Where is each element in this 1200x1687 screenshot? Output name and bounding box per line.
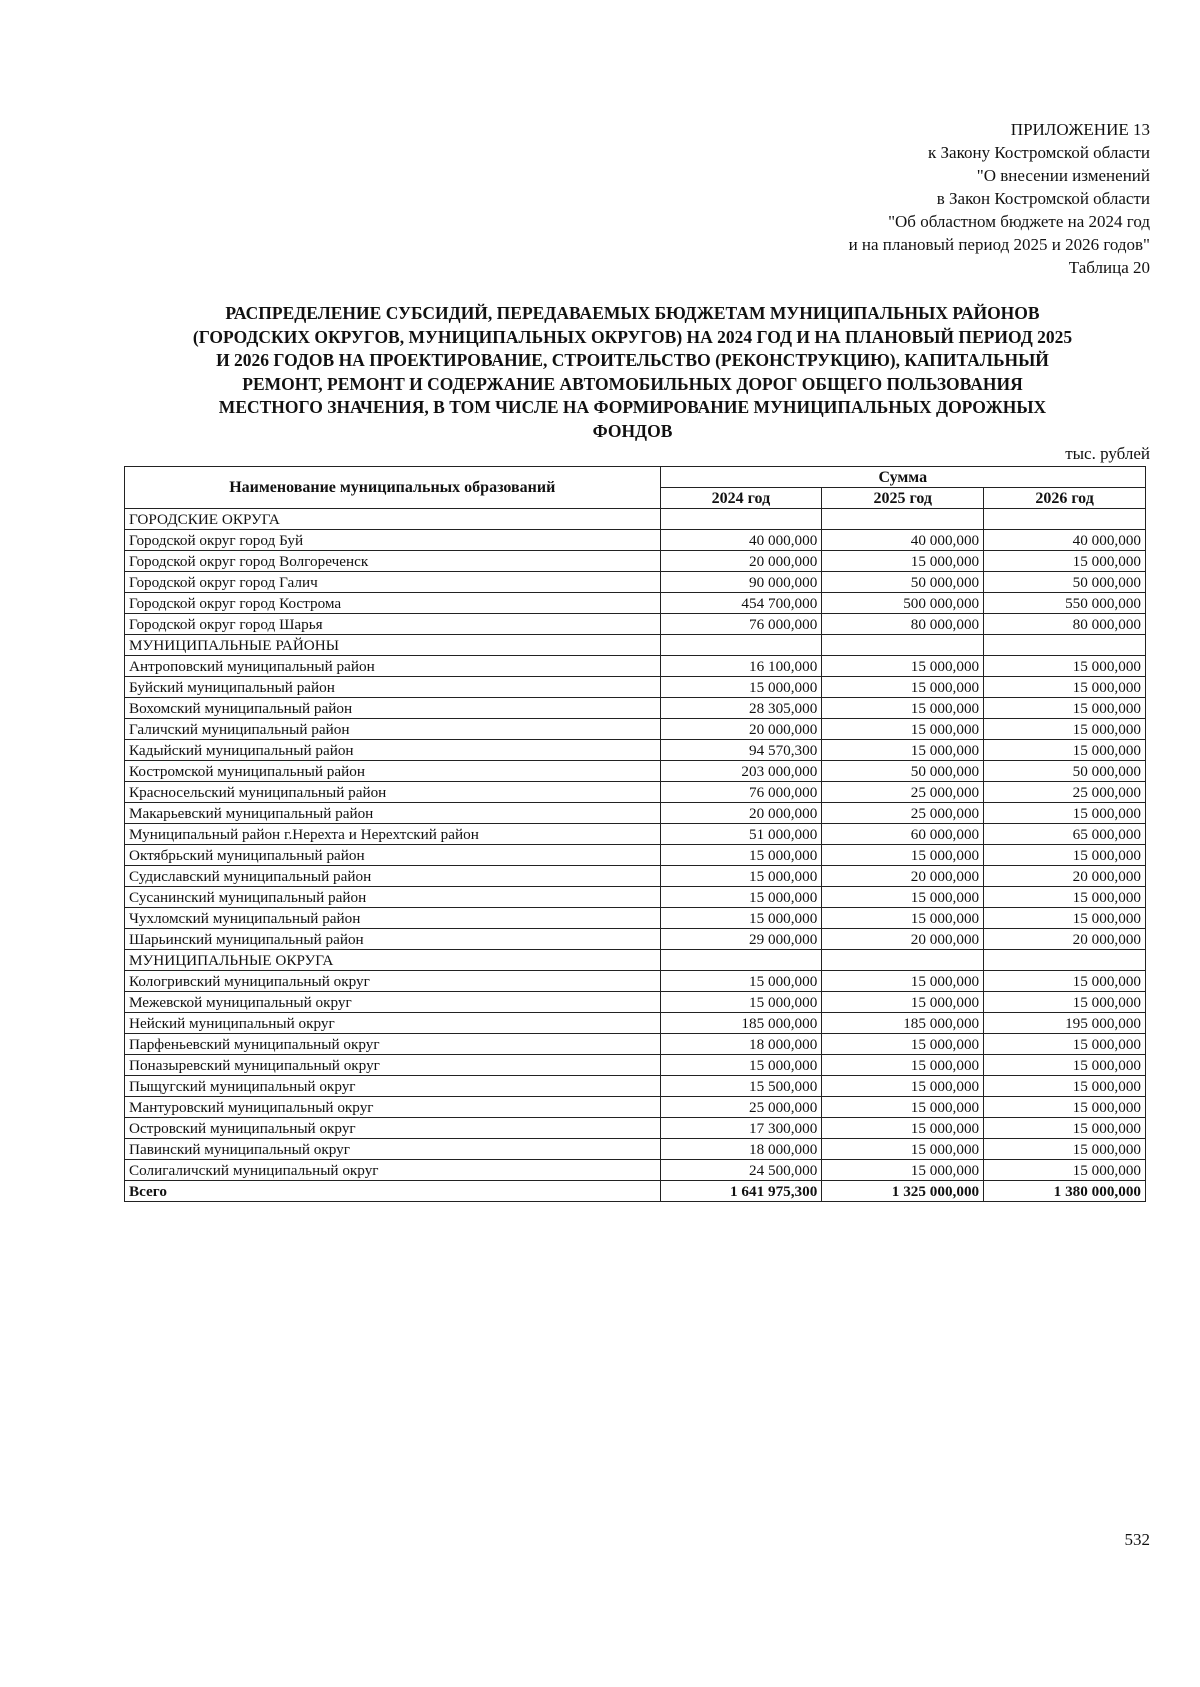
table-row [125,761,1146,782]
table-row [125,740,1146,761]
table-row [125,929,1146,950]
municipality-name: Городской округ город Галич [125,572,661,593]
municipality-name: Парфеньевский муниципальный округ [125,1034,661,1055]
amount-2026: 1 380 000,000 [984,1181,1146,1202]
table-row [125,1034,1146,1055]
amount-2026: 20 000,000 [984,929,1146,950]
amount-2025: 40 000,000 [822,530,984,551]
amount-2025: 25 000,000 [822,782,984,803]
title-line: И 2026 ГОДОВ НА ПРОЕКТИРОВАНИЕ, СТРОИТЕЛЬСТВО (РЕКОНСТРУКЦИЮ), КАПИТАЛЬНЫЙ [216,350,1049,370]
amount-2024: 15 500,000 [660,1076,822,1097]
header-line: к Закону Костромской области [928,143,1150,162]
municipality-name: Мантуровский муниципальный округ [125,1097,661,1118]
table-row [125,824,1146,845]
column-header-2024: 2024 год [660,488,822,509]
municipality-name: Городской округ город Волгореченск [125,551,661,572]
section-row [125,509,1146,530]
appendix-header [849,118,1150,279]
amount-2026: 15 000,000 [984,698,1146,719]
title-line: ФОНДОВ [592,420,673,441]
amount-2025: 15 000,000 [822,1076,984,1097]
municipality-name: Пыщугский муниципальный округ [125,1076,661,1097]
table-row [125,614,1146,635]
amount-2025: 500 000,000 [822,593,984,614]
table-row [125,908,1146,929]
amount-2024: 51 000,000 [660,824,822,845]
section-row [125,635,1146,656]
header-line: ПРИЛОЖЕНИЕ 13 [1010,120,1150,139]
amount-2024: 1 641 975,300 [660,1181,822,1202]
amount-2026: 50 000,000 [984,572,1146,593]
amount-2024: 17 300,000 [660,1118,822,1139]
table-row [125,1076,1146,1097]
amount-2026: 15 000,000 [984,803,1146,824]
table-row [125,782,1146,803]
column-header-2026: 2026 год [984,488,1146,509]
municipality-name: Островский муниципальный округ [125,1118,661,1139]
page-number: 532 [1124,1530,1150,1549]
table-row [125,803,1146,824]
amount-2025 [822,635,984,656]
amount-2025: 15 000,000 [822,719,984,740]
amount-2024: 15 000,000 [660,887,822,908]
column-header-2025: 2025 год [822,488,984,509]
amount-2024: 15 000,000 [660,845,822,866]
amount-2024: 203 000,000 [660,761,822,782]
amount-2024: 15 000,000 [660,1055,822,1076]
amount-2026 [984,635,1146,656]
amount-2024: 20 000,000 [660,551,822,572]
table-row [125,593,1146,614]
amount-2025: 15 000,000 [822,1034,984,1055]
document-title [120,302,1145,443]
section-row [125,950,1146,971]
amount-2025: 15 000,000 [822,845,984,866]
municipality-name: Городской округ город Буй [125,530,661,551]
municipality-name: Чухломский муниципальный район [125,908,661,929]
units-label: тыс. рублей [1065,444,1150,463]
amount-2025: 15 000,000 [822,1097,984,1118]
amount-2024: 15 000,000 [660,971,822,992]
amount-2025: 50 000,000 [822,572,984,593]
amount-2024: 25 000,000 [660,1097,822,1118]
amount-2025: 1 325 000,000 [822,1181,984,1202]
amount-2024: 29 000,000 [660,929,822,950]
amount-2025: 15 000,000 [822,677,984,698]
amount-2026: 65 000,000 [984,824,1146,845]
header-line: в Закон Костромской области [936,189,1150,208]
amount-2024 [660,509,822,530]
amount-2026: 15 000,000 [984,1118,1146,1139]
amount-2026: 15 000,000 [984,887,1146,908]
table-row [125,1013,1146,1034]
section-name: МУНИЦИПАЛЬНЫЕ РАЙОНЫ [125,635,661,656]
municipality-name: Муниципальный район г.Нерехта и Нерехтский район [125,824,661,845]
table-number: Таблица 20 [1068,258,1150,277]
total-row [125,1181,1146,1202]
amount-2026: 20 000,000 [984,866,1146,887]
amount-2025: 15 000,000 [822,740,984,761]
amount-2024: 24 500,000 [660,1160,822,1181]
table-row [125,677,1146,698]
amount-2026 [984,950,1146,971]
table-body [125,509,1146,1202]
amount-2024: 20 000,000 [660,803,822,824]
section-name: МУНИЦИПАЛЬНЫЕ ОКРУГА [125,950,661,971]
amount-2025: 80 000,000 [822,614,984,635]
table-row [125,1118,1146,1139]
amount-2024: 15 000,000 [660,677,822,698]
municipality-name: Межевской муниципальный округ [125,992,661,1013]
amount-2026: 50 000,000 [984,761,1146,782]
amount-2025: 15 000,000 [822,971,984,992]
table-row [125,971,1146,992]
amount-2026: 15 000,000 [984,740,1146,761]
table-row [125,1097,1146,1118]
amount-2024 [660,635,822,656]
amount-2025: 15 000,000 [822,1160,984,1181]
municipality-name: Красносельский муниципальный район [125,782,661,803]
amount-2026 [984,509,1146,530]
amount-2026: 15 000,000 [984,908,1146,929]
column-header-sum: Сумма [660,467,1145,488]
municipality-name: Судиславский муниципальный район [125,866,661,887]
amount-2025 [822,509,984,530]
table-row [125,1139,1146,1160]
municipality-name: Городской округ город Кострома [125,593,661,614]
amount-2026: 15 000,000 [984,1076,1146,1097]
amount-2026: 15 000,000 [984,1034,1146,1055]
amount-2025: 25 000,000 [822,803,984,824]
table-row [125,656,1146,677]
amount-2026: 15 000,000 [984,551,1146,572]
municipality-name: Макарьевский муниципальный район [125,803,661,824]
amount-2024: 15 000,000 [660,908,822,929]
amount-2024: 16 100,000 [660,656,822,677]
amount-2024: 76 000,000 [660,614,822,635]
municipality-name: Галичский муниципальный район [125,719,661,740]
table-row [125,887,1146,908]
header-line: "Об областном бюджете на 2024 год [888,212,1150,231]
title-line: РЕМОНТ, РЕМОНТ И СОДЕРЖАНИЕ АВТОМОБИЛЬНЫХ ДОРОГ ОБЩЕГО ПОЛЬЗОВАНИЯ [242,373,1023,394]
municipality-name: Кадыйский муниципальный район [125,740,661,761]
amount-2026: 15 000,000 [984,656,1146,677]
amount-2024: 185 000,000 [660,1013,822,1034]
amount-2024: 454 700,000 [660,593,822,614]
table-row [125,572,1146,593]
amount-2026: 15 000,000 [984,1097,1146,1118]
municipality-name: Поназыревский муниципальный округ [125,1055,661,1076]
amount-2024: 94 570,300 [660,740,822,761]
amount-2024: 76 000,000 [660,782,822,803]
amount-2024: 20 000,000 [660,719,822,740]
amount-2026: 15 000,000 [984,845,1146,866]
amount-2026: 195 000,000 [984,1013,1146,1034]
subsidy-table [124,466,1146,1202]
amount-2025: 15 000,000 [822,551,984,572]
amount-2025: 15 000,000 [822,908,984,929]
municipality-name: Всего [125,1181,661,1202]
title-line: (ГОРОДСКИХ ОКРУГОВ, МУНИЦИПАЛЬНЫХ ОКРУГОВ) НА 2024 ГОД И НА ПЛАНОВЫЙ ПЕРИОД 2025 [192,326,1073,347]
municipality-name: Солигаличский муниципальный округ [125,1160,661,1181]
amount-2026: 25 000,000 [984,782,1146,803]
municipality-name: Костромской муниципальный район [125,761,661,782]
table-row [125,530,1146,551]
table-header-row [125,467,1146,488]
amount-2024: 28 305,000 [660,698,822,719]
amount-2024: 18 000,000 [660,1139,822,1160]
amount-2024: 15 000,000 [660,992,822,1013]
table-row [125,1055,1146,1076]
amount-2025: 15 000,000 [822,1118,984,1139]
amount-2025: 185 000,000 [822,1013,984,1034]
amount-2025: 15 000,000 [822,992,984,1013]
amount-2024: 18 000,000 [660,1034,822,1055]
table-row [125,551,1146,572]
amount-2024: 40 000,000 [660,530,822,551]
municipality-name: Павинский муниципальный округ [125,1139,661,1160]
amount-2026: 80 000,000 [984,614,1146,635]
amount-2026: 15 000,000 [984,1160,1146,1181]
amount-2026: 15 000,000 [984,677,1146,698]
amount-2025: 15 000,000 [822,887,984,908]
title-line: МЕСТНОГО ЗНАЧЕНИЯ, В ТОМ ЧИСЛЕ НА ФОРМИРОВАНИЕ МУНИЦИПАЛЬНЫХ ДОРОЖНЫХ [218,397,1047,417]
amount-2026: 40 000,000 [984,530,1146,551]
header-line: "О внесении изменений [976,166,1150,185]
amount-2026: 15 000,000 [984,992,1146,1013]
municipality-name: Буйский муниципальный район [125,677,661,698]
amount-2024: 90 000,000 [660,572,822,593]
amount-2025: 20 000,000 [822,866,984,887]
municipality-name: Октябрьский муниципальный район [125,845,661,866]
amount-2025: 15 000,000 [822,698,984,719]
amount-2026: 15 000,000 [984,719,1146,740]
amount-2026: 15 000,000 [984,971,1146,992]
section-name: ГОРОДСКИЕ ОКРУГА [125,509,661,530]
table-row [125,1160,1146,1181]
amount-2025: 15 000,000 [822,1139,984,1160]
amount-2026: 550 000,000 [984,593,1146,614]
municipality-name: Шарьинский муниципальный район [125,929,661,950]
table-row [125,992,1146,1013]
header-line: и на плановый период 2025 и 2026 годов" [848,235,1150,254]
table-row [125,866,1146,887]
amount-2025: 60 000,000 [822,824,984,845]
municipality-name: Нейский муниципальный округ [125,1013,661,1034]
table-row [125,698,1146,719]
municipality-name: Городской округ город Шарья [125,614,661,635]
amount-2025: 15 000,000 [822,1055,984,1076]
municipality-name: Кологривский муниципальный округ [125,971,661,992]
amount-2025 [822,950,984,971]
title-line: РАСПРЕДЕЛЕНИЕ СУБСИДИЙ, ПЕРЕДАВАЕМЫХ БЮДЖЕТАМ МУНИЦИПАЛЬНЫХ РАЙОНОВ [225,303,1040,323]
table-row [125,719,1146,740]
municipality-name: Сусанинский муниципальный район [125,887,661,908]
column-header-name: Наименование муниципальных образований [125,467,661,509]
amount-2026: 15 000,000 [984,1055,1146,1076]
municipality-name: Антроповский муниципальный район [125,656,661,677]
amount-2026: 15 000,000 [984,1139,1146,1160]
amount-2024: 15 000,000 [660,866,822,887]
amount-2025: 20 000,000 [822,929,984,950]
amount-2025: 15 000,000 [822,656,984,677]
amount-2024 [660,950,822,971]
amount-2025: 50 000,000 [822,761,984,782]
municipality-name: Вохомский муниципальный район [125,698,661,719]
table-row [125,845,1146,866]
